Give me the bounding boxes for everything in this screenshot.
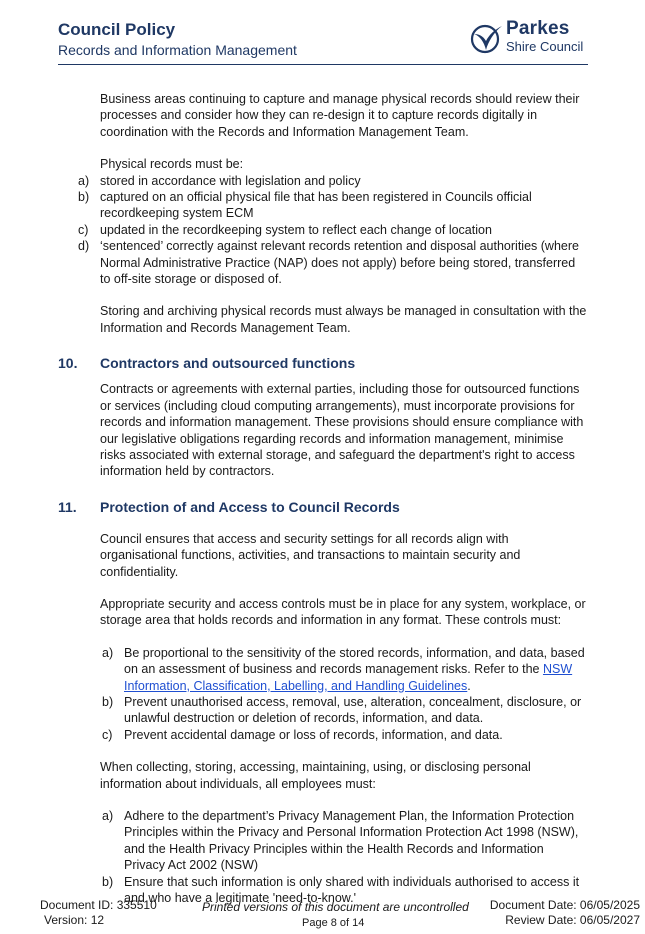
list-item: b) Prevent unauthorised access, removal, use, alteration, concealment, disclosure, or unlawful destruction or deletion of records, information, and data. — [102, 694, 582, 726]
bird-logo-icon — [468, 20, 504, 56]
list-item: a) stored in accordance with legislation and policy — [78, 173, 361, 188]
document-body — [58, 91, 588, 906]
review-date: Review Date: 06/05/2027 — [505, 913, 640, 927]
section-number: 10. — [58, 355, 78, 372]
intro-paragraph: Business areas continuing to capture and manage physical records should review their processes and consider how they can re-design it to capture records digitally in coordination with the Records and Information Management Team. — [100, 92, 580, 139]
section-title: Protection of and Access to Council Records — [100, 498, 400, 515]
access-paragraph-2: Appropriate security and access controls must be in place for any system, workplace, or storage area that holds records and information in any format. These controls must: — [100, 596, 586, 628]
guidelines-link[interactable]: NSW Information, Classification, Labelling, and Handling Guidelines — [124, 662, 573, 693]
header-divider — [58, 64, 588, 65]
policy-name-subtitle: Records and Information Management — [58, 42, 297, 58]
list-item: d) ‘sentenced’ correctly against relevant records retention and disposal authorities (where Normal Administrative Practice (NAP) does not apply) before being stored, transferred to off-site storage or disposed of. — [78, 239, 579, 287]
page-footer — [40, 898, 640, 934]
personal-info-paragraph: When collecting, storing, accessing, maintaining, using, or disclosing personal information about individuals, all employees must: — [100, 760, 531, 791]
physical-records-list — [76, 173, 588, 288]
controls-list — [100, 645, 588, 743]
list-item: c) updated in the recordkeeping system to reflect each change of location — [78, 222, 492, 237]
section-title: Contractors and outsourced functions — [100, 355, 356, 372]
section-11-heading — [58, 499, 588, 517]
list-item: b) Ensure that such information is only shared with individuals authorised to access it and who have a legitimate 'need-to-know.' — [102, 874, 580, 906]
page-number: Page 8 of 14 — [302, 917, 365, 929]
list-item: a) Be proportional to the sensitivity of the stored records, information, and data, based on an assessment of business and records management risks. Refer to the NSW Information, Classification, Labelling, and Handling Guidelines. — [102, 645, 585, 693]
document-version: Version: 12 — [44, 913, 105, 927]
physical-records-intro: Physical records must be: — [100, 157, 244, 172]
privacy-list — [100, 808, 588, 906]
list-item: a) Adhere to the department’s Privacy Management Plan, the Information Protection Principles within the Privacy and Personal Information Protection Act 1998 (NSW), and the Health Privacy Principles within the Health Records and Information Privacy Act 2002 (NSW) — [102, 809, 579, 873]
document-id: Document ID: 335510 — [40, 898, 157, 912]
section-10-heading — [58, 355, 588, 373]
policy-type-title: Council Policy — [58, 20, 176, 39]
logo-name: Parkes — [506, 18, 570, 39]
council-logo — [468, 20, 588, 60]
storing-paragraph: Storing and archiving physical records must always be managed in consultation with the Information and Records Management Team. — [100, 304, 587, 335]
list-item: c) Prevent accidental damage or loss of records, information, and data. — [102, 727, 503, 742]
list-item: b) captured on an official physical file that has been registered in Councils official recordkeeping system ECM — [78, 190, 532, 221]
section-number: 11. — [58, 498, 77, 515]
uncontrolled-note: Printed versions of this document are uncontrolled — [202, 900, 469, 914]
contractors-paragraph: Contracts or agreements with external parties, including those for outsourced functions or services (including cloud computing arrangements), must incorporate provisions for records and information management. These provisions should ensure compliance with our legislative obligations regarding records and information management, minimise risks associated with external storage, and safeguard the department's right to access information held by contractors. — [100, 382, 584, 479]
page-header — [58, 20, 588, 66]
logo-tagline: Shire Council — [506, 39, 584, 54]
access-paragraph-1: Council ensures that access and security settings for all records align with organisational functions, activities, and transactions to maintain security and confidentiality. — [100, 531, 521, 579]
document-date: Document Date: 06/05/2025 — [489, 898, 640, 912]
